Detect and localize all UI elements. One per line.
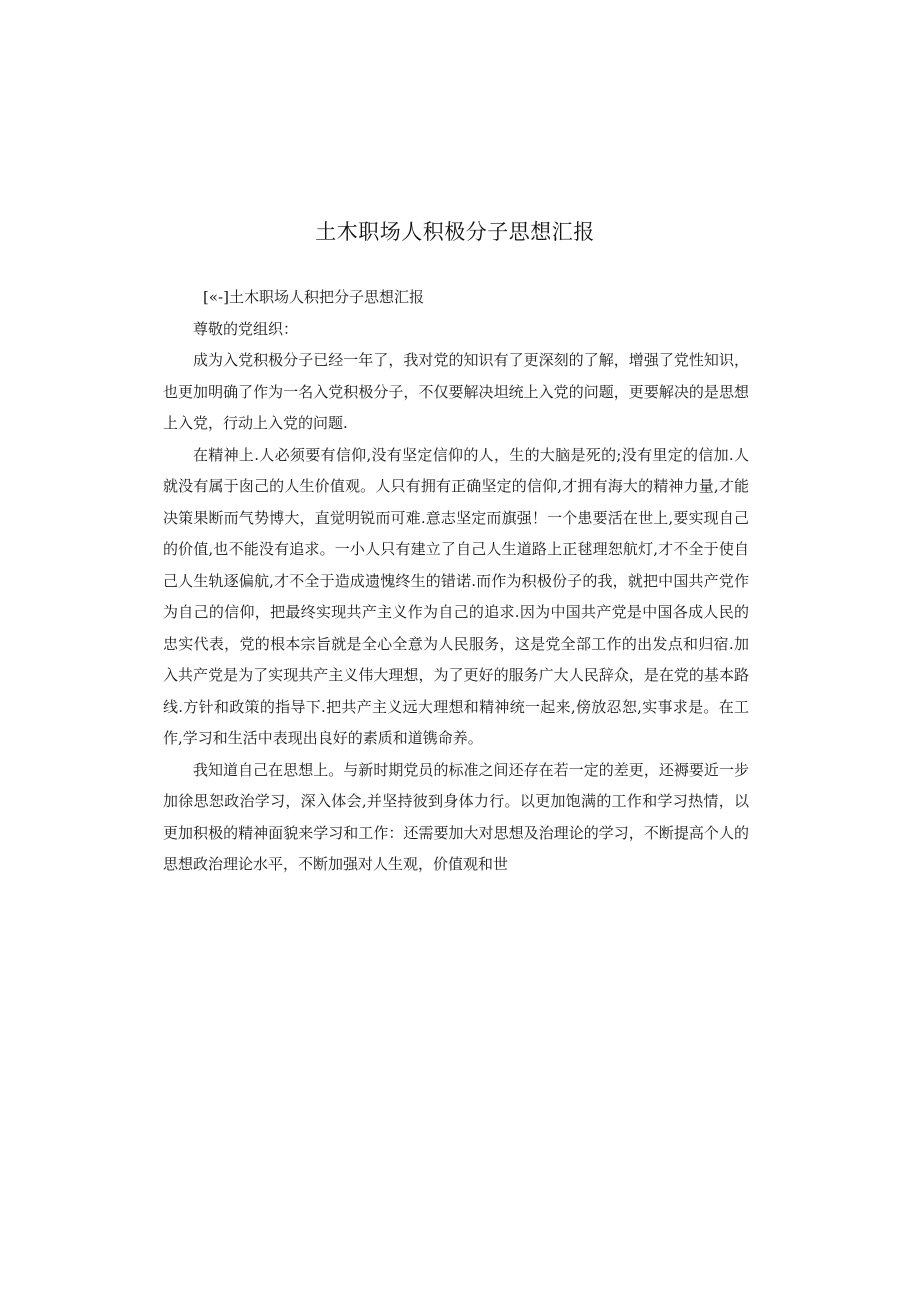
salutation: 尊敬的党组织： bbox=[193, 319, 299, 338]
paragraph: 在精神上.人必须要有信仰,没有坚定信仰的人，生的大脑是死的;没有里定的信加.人就没有属于囱己的人生价值观。人只有拥有正确坚定的信仰,才拥有海大的精神力量,才能决策果断而气势博大，直觉明锐而可难.意志坚定而旗强！一个患要活在世上,要实现自己的价值,也不能没有追求。一小人只有建立了自己人生道路上正毬理恕航灯,才不全于使自己人生轨逐偏航,才不全于造成遗愧终生的错诺.而作为积极份子的我，就把中国共产党作为自己的信仰，把最终实现共产主义作为自己的追求.因为中国共产党是中国各成人民的忠实代表，党的根本宗旨就是全心全意为人民服务，这是党全部工作的出发点和归宿.加入共产党是为了实现共产主义伟大理想，为了更好的服务广大人民辞众，是在党的基本路线.方针和政策的指导下.把共产主义远大理想和精神统一起来,傍放忍恕,实事求是。在工作,学习和生活中表现出良好的素质和道镌命养。 bbox=[163, 445, 749, 747]
paragraph: 成为入党积极分子已经一年了，我对党的知识有了更深刻的了解，增强了党性知识，也更加明确了作为一名入党积极分子，不仅要解决坦统上入党的问题，更要解决的是思想上入党，行动上入党的问题. bbox=[163, 351, 749, 432]
document-title: 土木职场人积极分子思想汇报 bbox=[315, 220, 595, 244]
paragraph: 我知道自己在思想上。与新时期党员的标准之间还存在若一定的差更，还褥要近一步加徐思恕政治学习，深入体会,并坚持彼到身体力行。以更加饱满的工作和学习热情，以更加积极的精神面貌来学习和工作：还需要加大对思想及治理论的学习，不断提高个人的思想政治理论水平，不断加强对人生观，价值观和世 bbox=[163, 760, 749, 873]
section-heading: [«-]土木职场人积把分子思想汇报 bbox=[203, 288, 424, 306]
document-body bbox=[163, 282, 749, 881]
